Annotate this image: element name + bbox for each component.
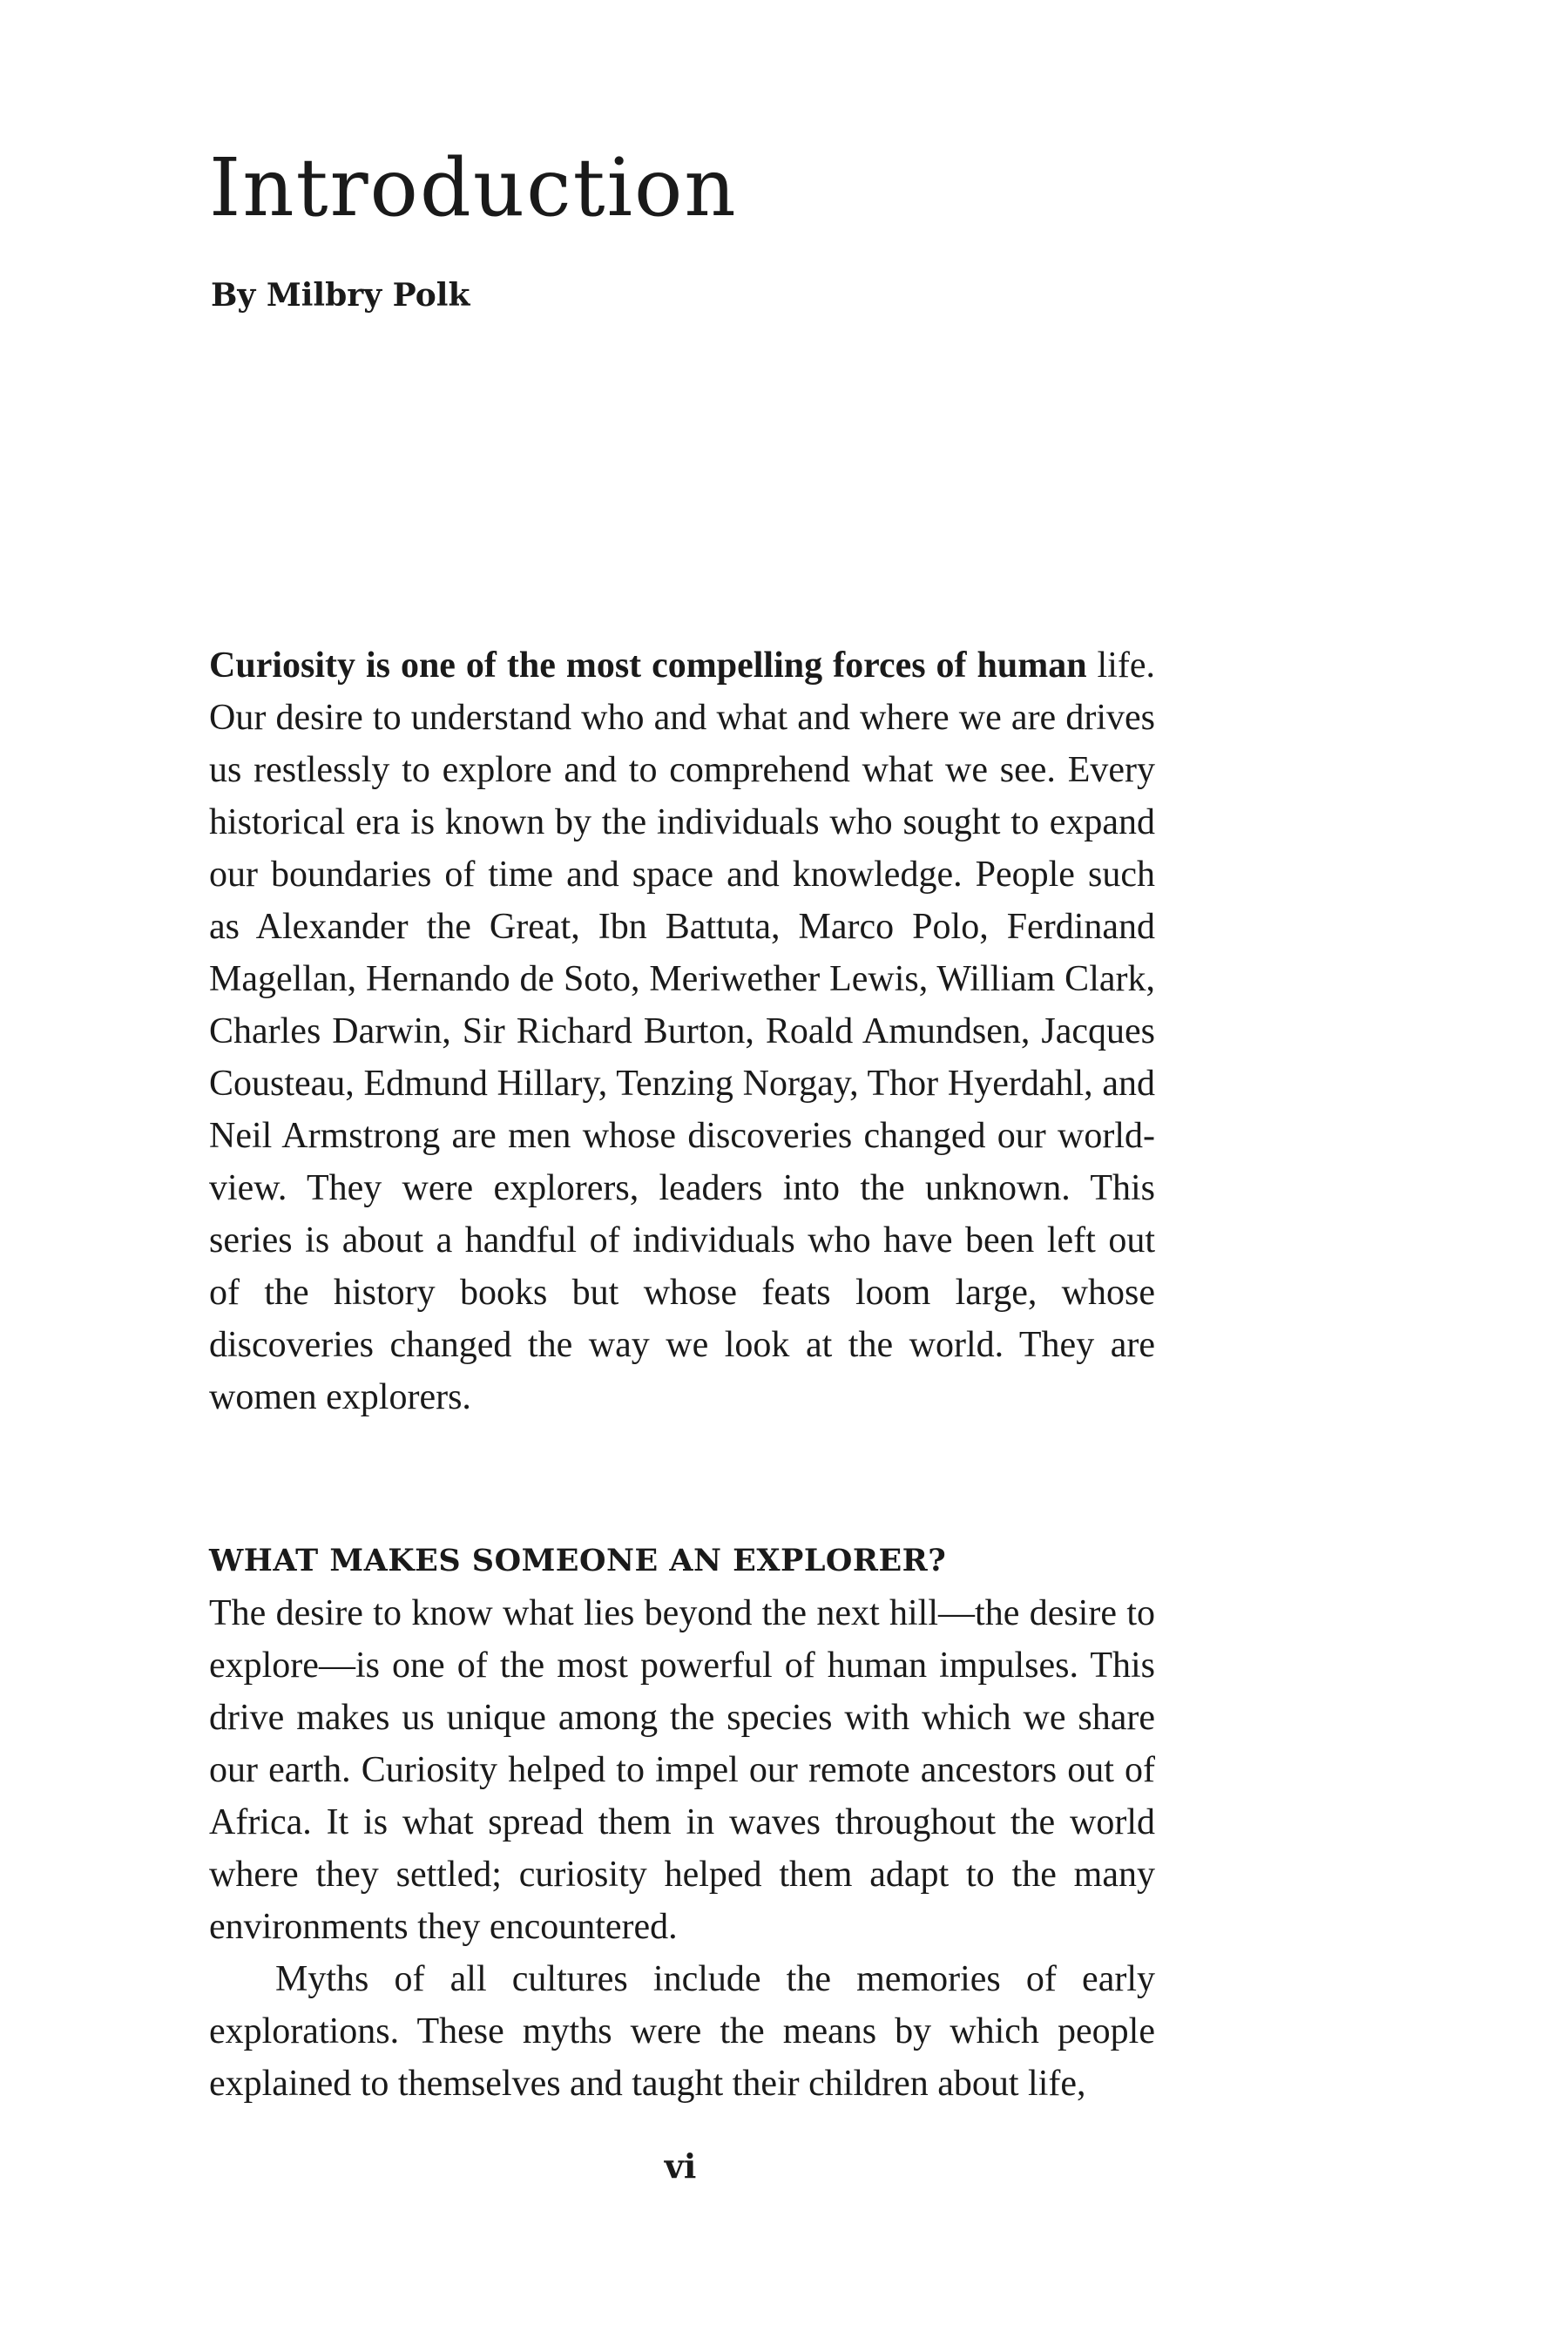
opening-paragraph-block [209, 639, 1155, 1423]
section-block [209, 1535, 1155, 2110]
opening-paragraph [209, 639, 1155, 1423]
section-paragraph-1: The desire to know what lies beyond the next hill—the desire to explore—is one of the most powerful of human impulses. This drive makes us unique among the species with which we share our earth. Curiosity helped to impel our remote ancestors out of Africa. It is what spread them in waves throughout the world where they settled; curiosity helped them adapt to the many environments they encountered. [209, 1593, 1155, 1947]
section-heading: WHAT MAKES SOMEONE AN EXPLORER? [209, 1543, 947, 1578]
chapter-title: Introduction [209, 141, 738, 234]
opening-body-text: life. Our desire to understand who and what and where we are drives us restlessly to explore and to comprehend what we see. Every historical era is known by the individuals who sought to expand our boundaries of time and space and knowledge. People such as Alexander the Great, Ibn Battuta, Marco Polo, Ferdinand Magellan, Hernando de Soto, Meriwether Lewis, William Clark, Charles Darwin, Sir Richard Burton, Roald Amundsen, Jacques Cousteau, Edmund Hillary, Tenzing Norgay, Thor Hyerdahl, and Neil Armstrong are men whose discoveries changed our world-view. They were explorers, leaders into the unknown. This series is about a handful of individuals who have been left out of the history books but whose feats loom large, whose discoveries changed the way we look at the world. They are women explorers. [209, 645, 1155, 1417]
section-paragraph-2: Myths of all cultures include the memories of early explorations. These myths were the means by which people explained to themselves and taught their children about life, [209, 1959, 1155, 2104]
page-number: vi [664, 2146, 697, 2186]
opening-lead-text: Curiosity is one of the most compelling forces of human [209, 645, 1087, 686]
author-byline: By Milbry Polk [211, 277, 470, 314]
